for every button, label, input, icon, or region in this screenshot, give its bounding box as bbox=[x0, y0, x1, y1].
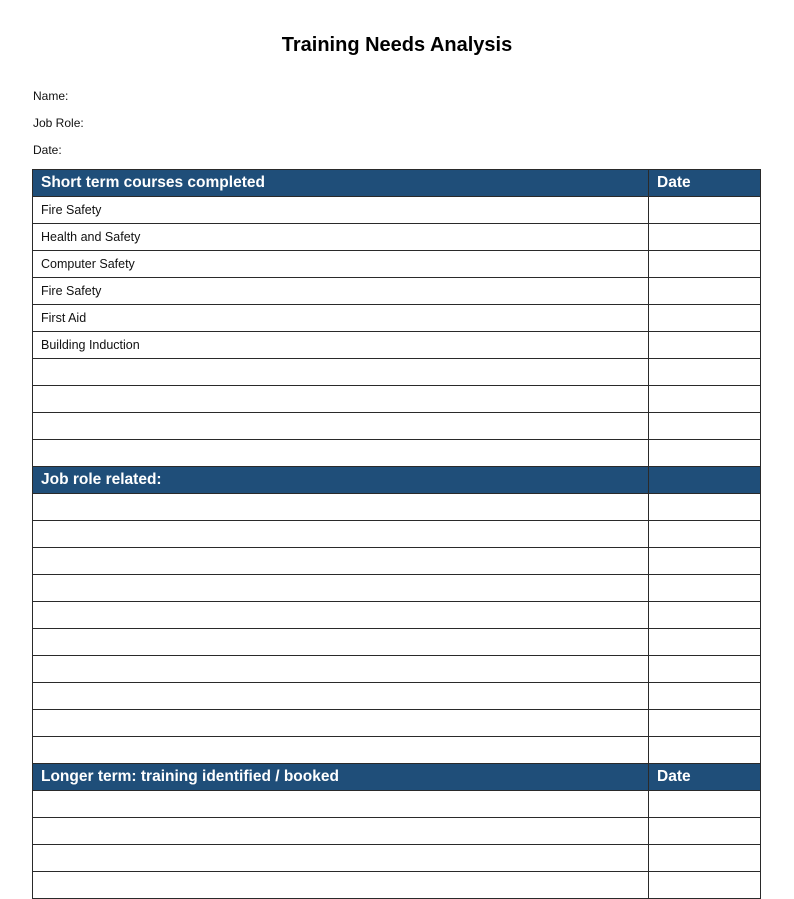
table-row bbox=[33, 278, 761, 305]
course-cell[interactable]: Computer Safety bbox=[33, 251, 649, 278]
table-row bbox=[33, 251, 761, 278]
date-cell[interactable] bbox=[649, 872, 761, 899]
course-cell[interactable] bbox=[33, 602, 649, 629]
date-cell[interactable] bbox=[649, 575, 761, 602]
course-cell[interactable]: Health and Safety bbox=[33, 224, 649, 251]
table-row bbox=[33, 845, 761, 872]
table-row bbox=[33, 359, 761, 386]
page-title: Training Needs Analysis bbox=[281, 34, 513, 56]
course-cell[interactable] bbox=[33, 656, 649, 683]
course-cell[interactable] bbox=[33, 845, 649, 872]
course-cell[interactable] bbox=[33, 494, 649, 521]
date-cell[interactable] bbox=[649, 602, 761, 629]
table-row bbox=[33, 710, 761, 737]
date-cell[interactable] bbox=[649, 818, 761, 845]
section-header-job-role-related bbox=[33, 467, 761, 494]
date-cell[interactable] bbox=[649, 386, 761, 413]
course-cell[interactable] bbox=[33, 575, 649, 602]
date-cell[interactable] bbox=[649, 629, 761, 656]
section-header-short-term-courses-completed bbox=[33, 170, 761, 197]
date-cell[interactable] bbox=[649, 332, 761, 359]
table-row bbox=[33, 305, 761, 332]
table-row bbox=[33, 656, 761, 683]
course-cell[interactable]: Fire Safety bbox=[33, 197, 649, 224]
table-row bbox=[33, 818, 761, 845]
date-cell[interactable] bbox=[649, 845, 761, 872]
date-cell[interactable] bbox=[649, 359, 761, 386]
table-row bbox=[33, 440, 761, 467]
date-cell[interactable] bbox=[649, 521, 761, 548]
course-cell[interactable] bbox=[33, 548, 649, 575]
table-row bbox=[33, 602, 761, 629]
date-cell[interactable] bbox=[649, 440, 761, 467]
course-cell[interactable] bbox=[33, 386, 649, 413]
date-cell[interactable] bbox=[649, 710, 761, 737]
course-cell[interactable]: Fire Safety bbox=[33, 278, 649, 305]
date-label: Date: bbox=[33, 143, 62, 157]
table-row bbox=[33, 413, 761, 440]
table-row bbox=[33, 386, 761, 413]
course-cell[interactable] bbox=[33, 818, 649, 845]
section-header-longer-term-training-identified-booked bbox=[33, 764, 761, 791]
course-cell[interactable] bbox=[33, 440, 649, 467]
table-row bbox=[33, 575, 761, 602]
course-cell[interactable]: Building Induction bbox=[33, 332, 649, 359]
course-cell[interactable] bbox=[33, 359, 649, 386]
table-row bbox=[33, 629, 761, 656]
training-table bbox=[32, 169, 761, 899]
date-column-heading: Date bbox=[649, 764, 761, 791]
section-heading: Job role related: bbox=[33, 467, 649, 494]
date-cell[interactable] bbox=[649, 548, 761, 575]
table-row bbox=[33, 737, 761, 764]
course-cell[interactable] bbox=[33, 710, 649, 737]
section-heading: Short term courses completed bbox=[33, 170, 649, 197]
date-column-heading bbox=[649, 467, 761, 494]
table-row bbox=[33, 791, 761, 818]
job-role-label: Job Role: bbox=[33, 116, 84, 130]
date-cell[interactable] bbox=[649, 278, 761, 305]
table-row bbox=[33, 521, 761, 548]
name-label: Name: bbox=[33, 89, 69, 103]
course-cell[interactable]: First Aid bbox=[33, 305, 649, 332]
date-cell[interactable] bbox=[649, 251, 761, 278]
section-heading: Longer term: training identified / booked bbox=[33, 764, 649, 791]
course-cell[interactable] bbox=[33, 521, 649, 548]
date-cell[interactable] bbox=[649, 224, 761, 251]
date-cell[interactable] bbox=[649, 494, 761, 521]
date-column-heading: Date bbox=[649, 170, 761, 197]
date-cell[interactable] bbox=[649, 305, 761, 332]
date-cell[interactable] bbox=[649, 197, 761, 224]
date-cell[interactable] bbox=[649, 413, 761, 440]
course-cell[interactable] bbox=[33, 629, 649, 656]
table-row bbox=[33, 494, 761, 521]
table-row bbox=[33, 197, 761, 224]
table-row bbox=[33, 224, 761, 251]
table-row bbox=[33, 548, 761, 575]
date-cell[interactable] bbox=[649, 683, 761, 710]
date-cell[interactable] bbox=[649, 656, 761, 683]
course-cell[interactable] bbox=[33, 683, 649, 710]
course-cell[interactable] bbox=[33, 872, 649, 899]
course-cell[interactable] bbox=[33, 791, 649, 818]
table-row bbox=[33, 683, 761, 710]
course-cell[interactable] bbox=[33, 413, 649, 440]
date-cell[interactable] bbox=[649, 737, 761, 764]
table-row bbox=[33, 332, 761, 359]
table-row bbox=[33, 872, 761, 899]
course-cell[interactable] bbox=[33, 737, 649, 764]
date-cell[interactable] bbox=[649, 791, 761, 818]
